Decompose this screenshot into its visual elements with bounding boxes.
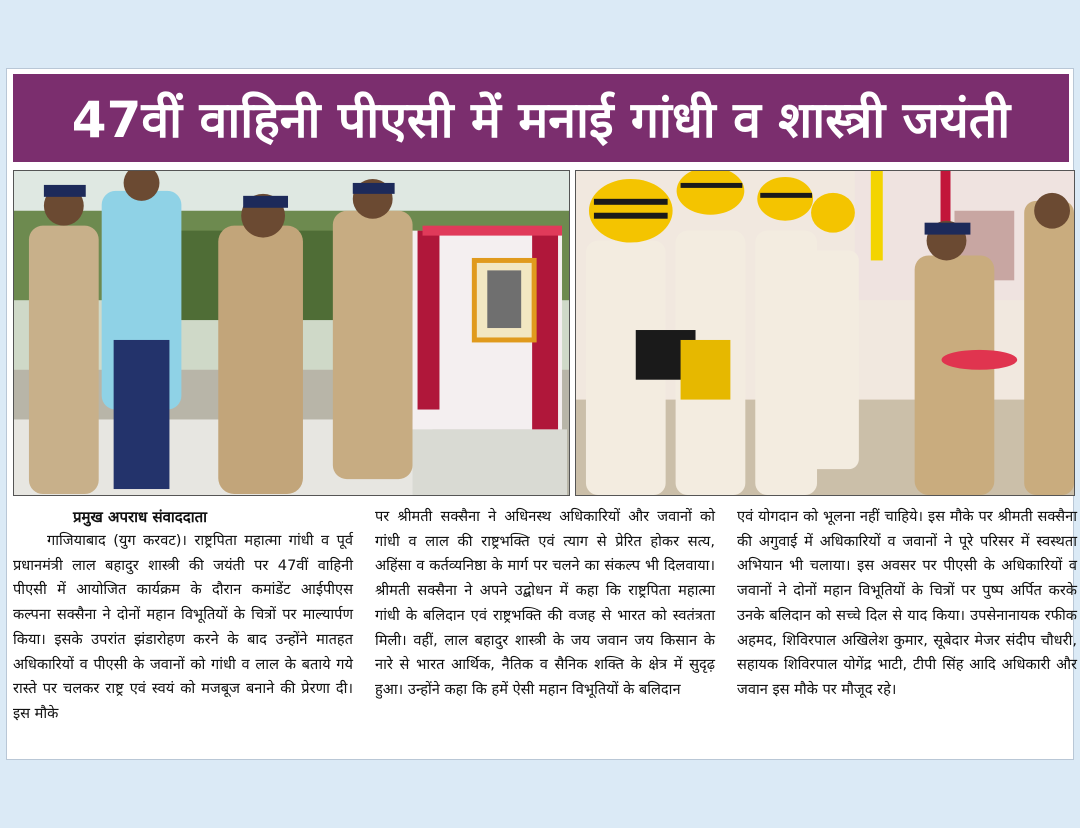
article-column-2 (375, 505, 715, 703)
photo-guard-of-honour (575, 170, 1075, 496)
article-body (13, 505, 1077, 757)
headline: 47वीं वाहिनी पीएसी में मनाई गांधी व शास्त्री जयंती (71, 91, 1011, 149)
newspaper-clipping (6, 68, 1077, 760)
article-paragraph-1: गाजियाबाद (युग करवट)। राष्ट्रपिता महात्मा गांधी व पूर्व प्रधानमंत्री लाल बहादुर शास्त्री की जयंती पर 47वीं वाहिनी पीएसी में आयोजित कार्यक्रम के दौरान कमांडेंट आईपीएस कल्पना सक्सैना ने दोनों महान विभूतियों के चित्रों पर माल्यार्पण किया। इसके उपरांत झंडारोहण करने के बाद उन्होंने मातहत अधिकारियों व पीएसी के जवानों को गांधी व लाल के बताये गये रास्ते पर चलकर राष्ट्र एवं स्वयं को मजबूज बनाने की प्रेरणा दी। इस मौके (13, 532, 353, 722)
article-column-1 (13, 505, 353, 727)
article-paragraph-2: पर श्रीमती सक्सैना ने अधिनस्थ अधिकारियों और जवानों को गांधी व लाल की राष्ट्रभक्ति एवं त्याग से प्रेरित होकर सत्य, अहिंसा व कर्तव्यनिष्ठा के मार्ग पर चलने का संकल्प भी दिलवाया। श्रीमती सक्सैना ने अपने उद्बोधन में कहा कि राष्ट्रपिता महात्मा गांधी के बलिदान एवं राष्ट्रभक्ति की वजह से भारत को स्वतंत्रता मिली। वहीं, लाल बहादुर शास्त्री के जय जवान जय किसान के नारे से भारत आर्थिक, नैतिक व सैनिक शक्ति के क्षेत्र में सुदृढ़ हुआ। उन्होंने कहा कि हमें ऐसी महान विभूतियों के बलिदान (375, 508, 715, 698)
article-column-3 (737, 505, 1077, 703)
photo-salute-ceremony (13, 170, 570, 496)
headline-band (13, 74, 1069, 162)
photo-guard-of-honour-image (576, 171, 1074, 495)
photo-salute-ceremony-image (14, 171, 569, 495)
article-paragraph-3: एवं योगदान को भूलना नहीं चाहिये। इस मौके पर श्रीमती सक्सैना की अगुवाई में अधिकारियों व जवानों ने पूरे परिसर में स्वस्थता अभियान भी चलाया। इस अवसर पर पीएसी के अधिकारियों व जवानों ने दोनों महान विभूतियों के चित्रों पर पुष्प अर्पित करके उनके बलिदान को सच्चे दिल से याद किया। उपसेनानायक रफीक अहमद, शिविरपाल अखिलेश कुमार, सूबेदार मेजर संदीप चौधरी, सहायक शिविरपाल योगेंद्र भाटी, टीपी सिंह आदि अधिकारी और जवान इस मौके पर मौजूद रहे। (737, 508, 1077, 698)
byline: प्रमुख अपराध संवाददाता (73, 508, 208, 526)
